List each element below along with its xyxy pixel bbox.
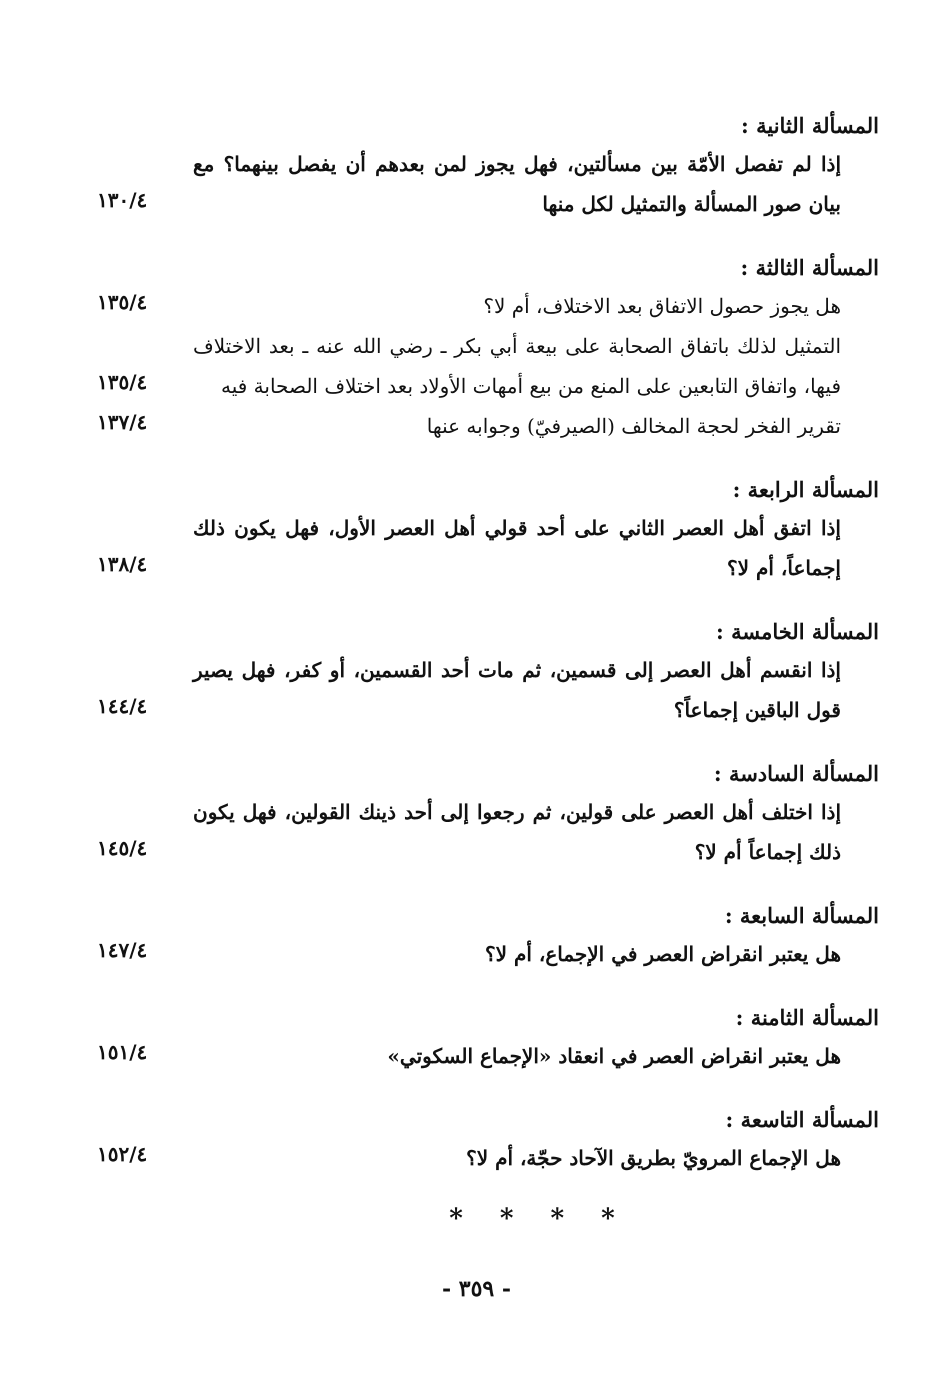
index-entry [83,508,841,588]
page-reference: ١٣٥/٤ [97,290,148,314]
section-8 [83,1000,879,1076]
page-reference: ١٣٠/٤ [97,188,148,212]
entry-text: تقرير الفخر لحجة المخالف (الصيرفيّ) وجوابه عنها [426,414,841,438]
entry-text: إذا اتفق أهل العصر الثاني على أحد قولي أهل العصر الأول، فهل يكون ذلك إجماعاً، أم لا؟ [193,516,841,580]
section-heading: المسألة الثانية : [741,113,879,138]
entry-text: هل الإجماع المرويّ بطريق الآحاد حجّة، أم لا؟ [466,1146,841,1170]
entry-text: هل يجوز حصول الاتفاق بعد الاختلاف، أم لا؟ [483,294,841,318]
index-entry [83,1036,841,1076]
section-5 [83,614,879,730]
index-entry [83,650,841,730]
section-3 [83,250,879,446]
index-entry [83,934,841,974]
index-entry [83,286,841,326]
page-reference: ١٥٢/٤ [97,1142,148,1166]
index-entry [83,406,841,446]
section-heading: المسألة التاسعة : [725,1107,879,1132]
section-6 [83,756,879,872]
index-entry [83,144,841,224]
page-content [83,108,879,1234]
section-2 [83,108,879,224]
page-reference: ١٤٤/٤ [97,694,148,718]
section-heading: المسألة الثالثة : [740,255,879,280]
section-4 [83,472,879,588]
section-heading: المسألة الرابعة : [732,477,879,502]
section-9 [83,1102,879,1178]
page-reference: ١٣٥/٤ [97,370,148,394]
section-heading: المسألة الخامسة : [716,619,879,644]
section-heading: المسألة السابعة : [724,903,879,928]
page-reference: ١٥١/٤ [97,1040,148,1064]
index-entry [83,792,841,872]
entry-text: إذا لم تفصل الأمّة بين مسألتين، فهل يجوز لمن بعدهم أن يفصل بينهما؟ مع بيان صور المسألة والتمثيل لكل منها [193,152,842,216]
section-heading: المسألة الثامنة : [735,1005,879,1030]
entry-text: إذا اختلف أهل العصر على قولين، ثم رجعوا إلى أحد ذينك القولين، فهل يكون ذلك إجماعاً أم لا؟ [193,800,842,864]
section-7 [83,898,879,974]
entry-text: هل يعتبر انقراض العصر في الإجماع، أم لا؟ [484,942,841,966]
page-reference: ١٣٧/٤ [97,410,148,434]
index-entry [83,1138,841,1178]
page-reference: ١٣٨/٤ [97,552,148,576]
page-number: - ٣٥٩ - [441,1276,512,1302]
index-entry [83,326,841,406]
section-heading: المسألة السادسة : [713,761,879,786]
page-reference: ١٤٥/٤ [97,836,148,860]
entry-text: التمثيل لذلك باتفاق الصحابة على بيعة أبي بكر ـ رضي الله عنه ـ بعد الاختلاف فيها، واتفاق التابعين على المنع من بيع أمهات الأولاد بعد اختلاف الصحابة فيه [193,334,841,398]
page-reference: ١٤٧/٤ [97,938,148,962]
entry-text: إذا انقسم أهل العصر إلى قسمين، ثم مات أحد القسمين، أو كفر، فهل يصير قول الباقين إجماعاً؟ [193,658,841,722]
section-separator: * * * * [449,1204,629,1234]
entry-text: هل يعتبر انقراض العصر في انعقاد «الإجماع السكوتي» [387,1044,841,1068]
